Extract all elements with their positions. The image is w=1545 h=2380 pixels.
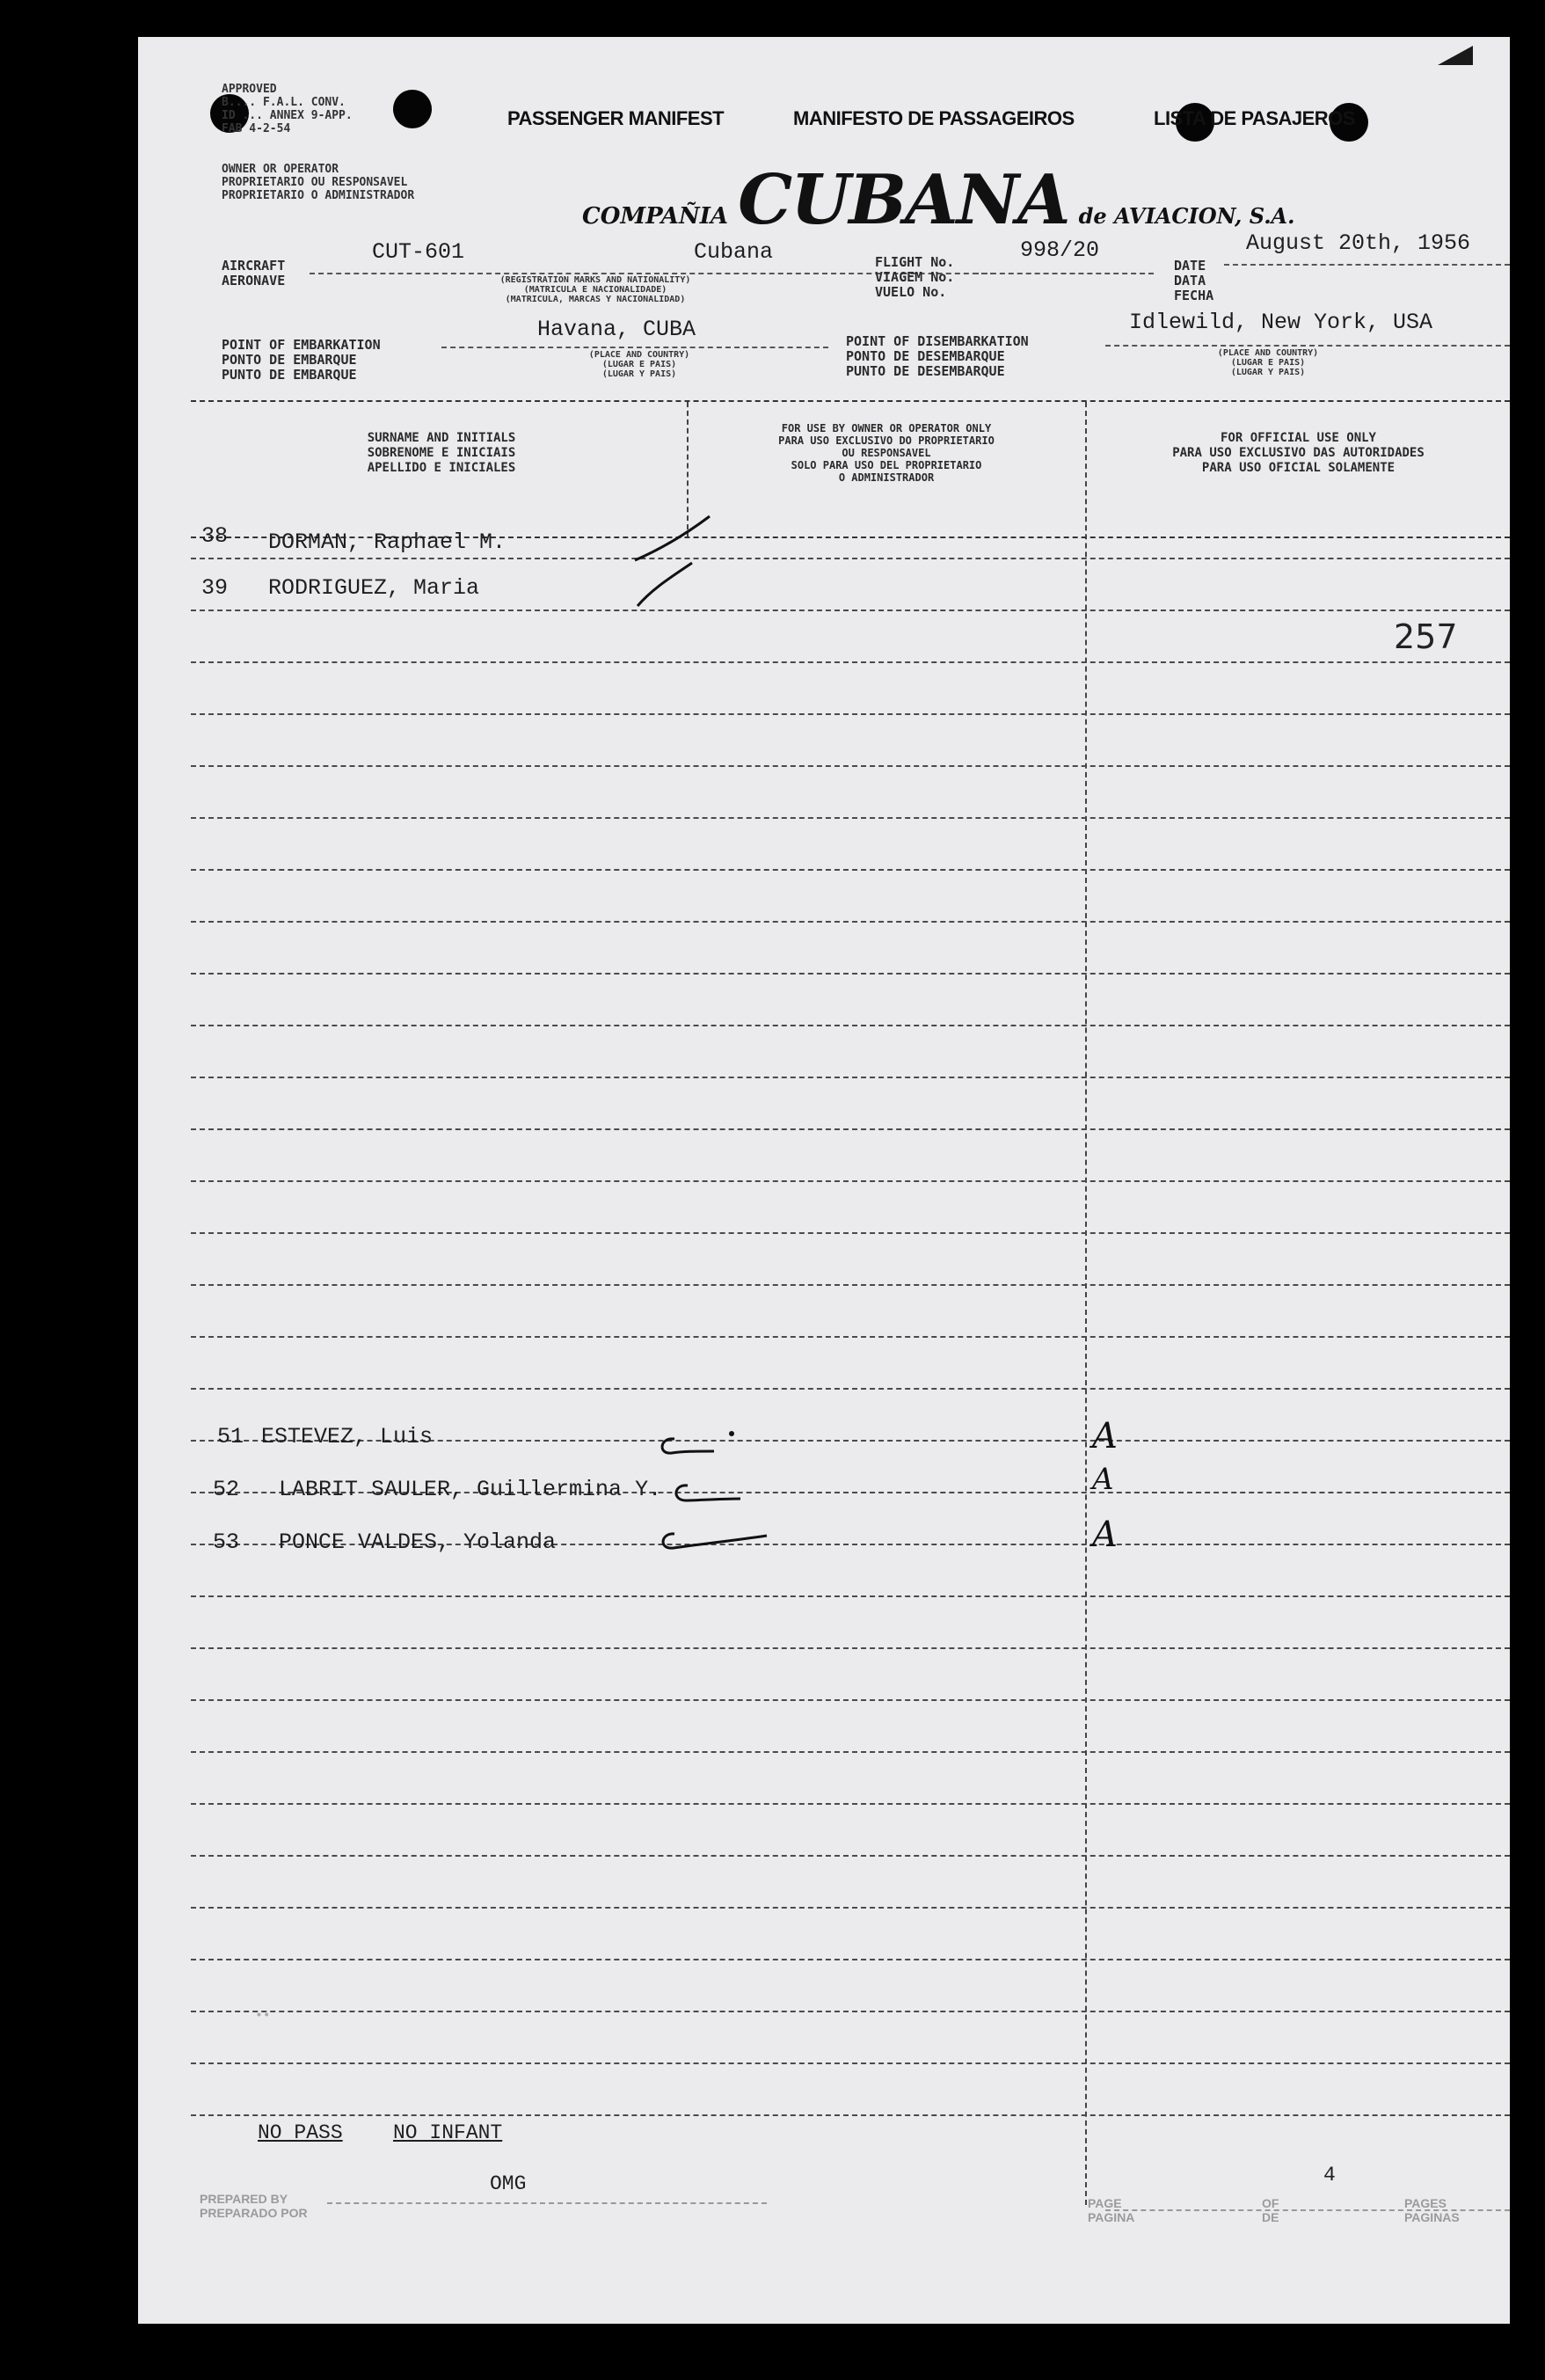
logo-suffix: de AVIACION, S.A. xyxy=(1078,203,1295,229)
disembarkation-label xyxy=(846,334,1029,379)
flight-field-line xyxy=(973,273,1154,274)
passenger-number: 38 xyxy=(201,523,229,549)
page-number: 4 xyxy=(1323,2164,1336,2187)
approval-line: APPROVED xyxy=(222,83,277,96)
date-label-line: DATA xyxy=(1174,273,1206,288)
ruled-row-line xyxy=(191,973,1510,975)
disembarkation-sub-line: (LUGAR Y PAIS) xyxy=(1230,368,1306,377)
preparer-initials: OMG xyxy=(490,2172,527,2195)
owner-use-header-line: OU RESPONSAVEL xyxy=(842,447,931,459)
aircraft-label xyxy=(222,259,285,288)
page-label-line: PAGINA xyxy=(1088,2210,1135,2224)
disembarkation-field-line xyxy=(1105,345,1510,347)
manifest-sheet xyxy=(138,37,1510,2324)
disembarkation-label-line: POINT OF DISEMBARKATION xyxy=(846,333,1029,349)
ruled-row-line xyxy=(191,921,1510,923)
ruled-row-line xyxy=(191,1751,1510,1753)
pages-label-line: PAGINAS xyxy=(1404,2210,1460,2224)
ruled-row-line xyxy=(191,1855,1510,1857)
approval-block xyxy=(222,83,353,135)
aircraft-sub xyxy=(450,275,740,304)
ruled-row-line xyxy=(191,713,1510,715)
airline-logo xyxy=(582,160,1295,240)
ruled-row-line xyxy=(191,1180,1510,1182)
stamp-number: 257 xyxy=(1394,617,1458,656)
ruled-row-line xyxy=(191,1232,1510,1234)
ruled-row-line xyxy=(191,765,1510,767)
passenger-number: 53 xyxy=(213,1529,240,1555)
embarkation-label-line: PONTO DE EMBARQUE xyxy=(222,352,357,368)
of-label-line: DE xyxy=(1262,2210,1279,2224)
owner-label xyxy=(222,163,414,202)
embarkation-sub-line: (LUGAR Y PAIS) xyxy=(601,369,677,379)
names-header-line: SURNAME AND INITIALS xyxy=(367,431,516,445)
owner-use-header-line: PARA USO EXCLUSIVO DO PROPRIETARIO xyxy=(778,434,995,447)
no-infant-note: NO INFANT xyxy=(393,2121,503,2144)
owner-label-line: OWNER OR OPERATOR xyxy=(222,163,339,176)
passenger-name: RODRIGUEZ, Maria xyxy=(268,575,480,601)
prepared-by-line: PREPARADO POR xyxy=(200,2206,308,2220)
column-divider xyxy=(1085,402,1087,2205)
disembarkation-label-line: PUNTO DE DESEMBARQUE xyxy=(846,363,1005,379)
date-label xyxy=(1174,259,1213,303)
flight-number: 998/20 xyxy=(1020,237,1100,263)
no-pass-note: NO PASS xyxy=(258,2121,343,2144)
embarkation-label xyxy=(222,338,381,383)
flight-label xyxy=(875,255,954,300)
prepared-by-label xyxy=(200,2192,308,2220)
official-header-line: PARA USO EXCLUSIVO DAS AUTORIDADES xyxy=(1172,446,1425,460)
embarkation-sub-line: (LUGAR E PAIS) xyxy=(601,360,677,369)
ruled-row-line xyxy=(191,1699,1510,1701)
approval-line: B.... F.A.L. CONV. xyxy=(222,96,346,109)
official-mark: A xyxy=(1092,1462,1114,1497)
ruled-row-line xyxy=(191,1025,1510,1026)
approval-line: FAB 4-2-54 xyxy=(222,122,291,135)
ruled-row-line xyxy=(191,1803,1510,1805)
official-mark: A xyxy=(1092,1416,1118,1456)
disembarkation-sub-line: (PLACE AND COUNTRY) xyxy=(1217,348,1319,358)
names-header-line: SOBRENOME E INICIAIS xyxy=(367,446,516,460)
owner-use-column-header xyxy=(689,422,1084,484)
flight-label-line: FLIGHT No. xyxy=(875,254,955,270)
aircraft-sub-line: (MATRICULA, MARCAS Y NACIONALIDAD) xyxy=(505,295,686,304)
passenger-number: 39 xyxy=(201,575,229,601)
banner-right: LISTA DE PASAJEROS xyxy=(1154,107,1355,129)
ruled-row-line xyxy=(191,1388,1510,1390)
ruled-row-line xyxy=(191,558,1510,559)
official-header-line: FOR OFFICIAL USE ONLY xyxy=(1220,431,1376,445)
corner-tab xyxy=(1438,46,1473,65)
owner-use-header-line: FOR USE BY OWNER OR OPERATOR ONLY xyxy=(781,422,992,434)
date-field-line xyxy=(1224,264,1510,266)
approval-line: ID ... ANNEX 9-APP. xyxy=(222,109,353,122)
official-use-column-header xyxy=(1087,431,1510,476)
flight-label-line: VUELO No. xyxy=(875,284,947,300)
logo-name: CUBANA xyxy=(738,160,1069,240)
banner-center: MANIFESTO DE PASSAGEIROS xyxy=(793,107,1075,129)
official-header-line: PARA USO OFICIAL SOLAMENTE xyxy=(1201,461,1396,475)
official-mark: A xyxy=(1092,1515,1118,1555)
passenger-number: 51 xyxy=(217,1424,244,1449)
aircraft-sub-line: (REGISTRATION MARKS AND NATIONALITY) xyxy=(499,275,691,285)
ruled-row-line xyxy=(191,1959,1510,1960)
aircraft-registration: CUT-601 xyxy=(372,239,465,265)
ruled-row-line xyxy=(191,1077,1510,1078)
passenger-name: LABRIT SAULER, Guillermina Y. xyxy=(279,1477,662,1502)
aircraft-label-line: AIRCRAFT xyxy=(222,258,286,274)
embarkation-place: Havana, CUBA xyxy=(537,317,696,342)
check-mark xyxy=(630,507,736,604)
of-label-line: OF xyxy=(1262,2196,1279,2210)
embarkation-label-line: POINT OF EMBARKATION xyxy=(222,337,381,353)
disembarkation-sub xyxy=(1171,348,1365,377)
ruled-row-line xyxy=(191,1647,1510,1649)
names-column-header xyxy=(296,431,587,476)
ruled-row-line xyxy=(191,2114,1510,2116)
disembarkation-sub-line: (LUGAR E PAIS) xyxy=(1230,358,1306,368)
owner-initial-marks xyxy=(644,1427,837,1550)
passenger-name: ESTEVEZ, Luis xyxy=(261,1424,434,1449)
names-header-line: APELLIDO E INICIALES xyxy=(367,461,516,475)
disembarkation-label-line: PONTO DE DESEMBARQUE xyxy=(846,348,1005,364)
punch-hole xyxy=(393,90,432,128)
flight-label-line: VIAGEM No. xyxy=(875,269,955,285)
embarkation-field-line xyxy=(441,347,828,348)
owner-label-line: PROPRIETARIO O ADMINISTRADOR xyxy=(222,189,415,202)
owner-use-header-line: O ADMINISTRADOR xyxy=(838,471,935,484)
passenger-number: 52 xyxy=(213,1477,240,1502)
ruled-row-line xyxy=(191,2062,1510,2064)
header-rule xyxy=(191,400,1510,402)
ruled-row-line xyxy=(191,1336,1510,1338)
date-label-line: FECHA xyxy=(1174,288,1214,303)
ruled-row-line xyxy=(191,1284,1510,1286)
page-label-line: PAGE xyxy=(1088,2196,1122,2210)
ruled-row-line xyxy=(191,2011,1510,2012)
passenger-name: DORMAN, Raphael M. xyxy=(268,529,506,555)
smudge: • • xyxy=(257,2007,269,2021)
ruled-row-line xyxy=(191,817,1510,819)
logo-prefix: COMPAÑIA xyxy=(582,203,729,230)
owner-label-line: PROPRIETARIO OU RESPONSAVEL xyxy=(222,176,408,189)
ruled-row-line xyxy=(191,610,1510,611)
footer-rule xyxy=(1105,2209,1510,2211)
aircraft-marks: Cubana xyxy=(694,239,774,265)
aircraft-label-line: AERONAVE xyxy=(222,273,286,288)
date-label-line: DATE xyxy=(1174,258,1206,274)
prepared-by-line: PREPARED BY xyxy=(200,2192,288,2206)
banner-left: PASSENGER MANIFEST xyxy=(507,107,725,129)
ruled-row-line xyxy=(191,1907,1510,1909)
passenger-name: PONCE VALDES, Yolanda xyxy=(279,1529,557,1555)
ruled-row-line xyxy=(191,869,1510,871)
flight-date: August 20th, 1956 xyxy=(1246,230,1471,256)
ruled-row-line xyxy=(191,1595,1510,1597)
owner-use-header-line: SOLO PARA USO DEL PROPRIETARIO xyxy=(791,459,982,471)
ruled-row-line xyxy=(191,1128,1510,1130)
ruled-row-line xyxy=(191,661,1510,663)
embarkation-sub xyxy=(551,350,727,379)
aircraft-sub-line: (MATRICULA E NACIONALIDADE) xyxy=(523,285,667,295)
prepared-by-rule xyxy=(327,2202,767,2204)
embarkation-sub-line: (PLACE AND COUNTRY) xyxy=(588,350,690,360)
pages-label-line: PAGES xyxy=(1404,2196,1447,2210)
embarkation-label-line: PUNTO DE EMBARQUE xyxy=(222,367,357,383)
disembarkation-place: Idlewild, New York, USA xyxy=(1129,310,1433,335)
